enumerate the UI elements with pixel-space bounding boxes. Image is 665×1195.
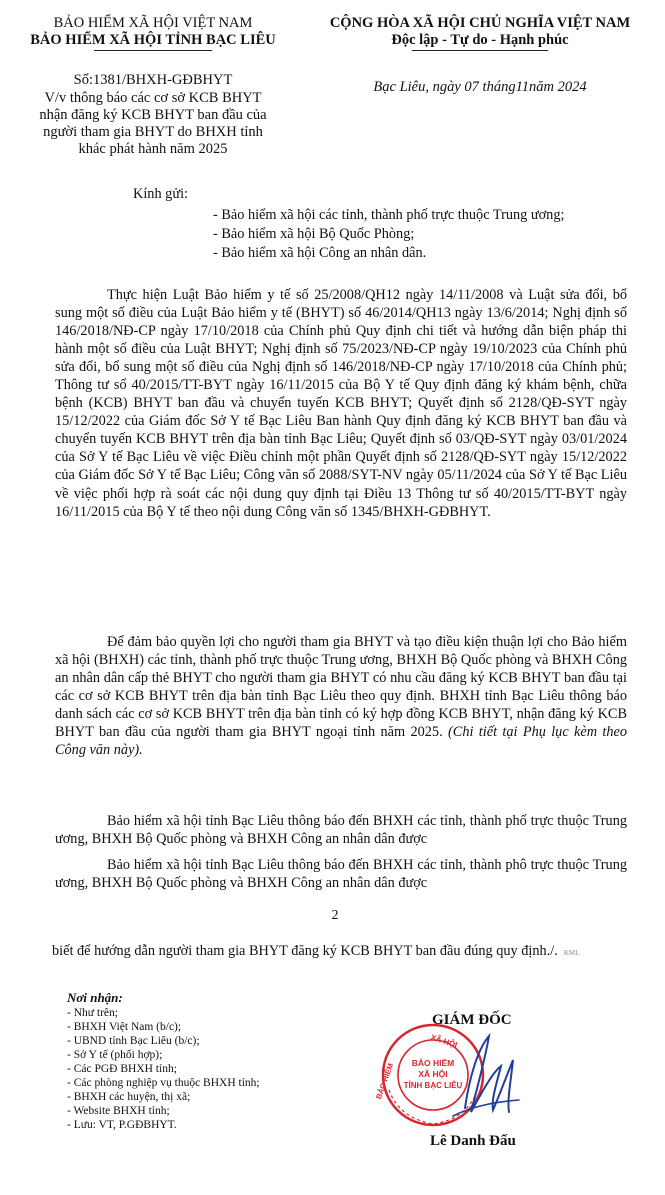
agency-underline xyxy=(94,50,212,51)
motto-underline xyxy=(412,50,548,51)
svg-text:XÃ HỘI: XÃ HỘI xyxy=(418,1069,448,1079)
svg-text:BẢO HIỂM: BẢO HIỂM xyxy=(411,1058,455,1068)
svg-text:TỈNH BẠC LIÊU: TỈNH BẠC LIÊU xyxy=(403,1081,463,1090)
recipient-item: - Các PGĐ BHXH tỉnh; xyxy=(67,1063,177,1076)
addressee-item: - Bảo hiểm xã hội Công an nhân dân. xyxy=(213,245,427,261)
paragraph-closing-text: biết để hướng dẫn người tham gia BHYT đăng ký KCB BHYT ban đầu đúng quy định./. xyxy=(52,943,558,959)
addressee-item: - Bảo hiểm xã hội các tỉnh, thành phố trực thuộc Trung ương; xyxy=(213,207,565,223)
paragraph-purpose xyxy=(55,633,627,759)
page-number: 2 xyxy=(331,908,339,923)
signer-name: Lê Danh Đấu xyxy=(430,1133,516,1149)
subject-line: khác phát hành năm 2025 xyxy=(78,141,228,157)
paragraph-notice-repeat: Bảo hiểm xã hội tỉnh Bạc Liêu thông báo đến BHXH các tỉnh, thành phô trực thuộc Trung ương, BHXH Bộ Quốc phòng và BHXH Công an nhân dân được xyxy=(55,857,627,892)
place-date: Bạc Liêu, ngày 07 tháng11năm 2024 xyxy=(373,79,587,95)
national-motto: Độc lập - Tự do - Hạnh phúc xyxy=(391,32,569,48)
signer-position: GIÁM ĐỐC xyxy=(432,1012,512,1028)
paragraph-legal-basis: Thực hiện Luật Bảo hiểm y tế số 25/2008/QH12 ngày 14/11/2008 và Luật sửa đổi, bổ sung một số điều của Luật Bảo hiểm y tế (BHYT) số 46/2014/QH13 ngày 13/6/2014; Nghị định số 146/2018/NĐ-CP ngày 17/10/2018 của Chính phủ Quy định chi tiết và hướng dẫn biện pháp thi hành một số điều của Luật BHYT; Nghị định số 75/2023/NĐ-CP ngày 19/10/2023 của Chính phủ sửa đổi, bổ sung một số điều của Nghị định số 146/2018/NĐ-CP ngày 17/10/2018 của Chính phủ; Thông tư số 40/2015/TT-BYT ngày 16/11/2015 của Bộ Y tế Quy định đăng ký khám bệnh, chữa bệnh (KCB) BHYT ban đầu và chuyển tuyến KCB BHYT; Quyết định số 2128/QĐ-SYT ngày 15/12/2022 của Giám đốc Sở Y tế Bạc Liêu Ban hành Quy định đăng ký KCB BHYT ban đầu và chuyển tuyến KCB BHYT trên địa bàn tỉnh Bạc Liêu; Quyết định số 03/QĐ-SYT ngày 03/01/2024 của Sở Y tế Bạc Liêu về việc Điều chỉnh một phần Quyết định số 2128/QĐ-SYT ngày 15/12/2022 của Giám đốc Sở Y tế Bạc Liêu; Công văn số 2088/SYT-NV ngày 05/11/2024 của Sở Y tế Bạc Liêu về việc phối hợp rà soát các nội dung quy định tại Điều 13 Thông tư số 40/2015/TT-BYT ngày 16/11/2015 của Bộ Y tế theo nội dung Công văn số 1345/BHXH-GĐBHYT. xyxy=(55,287,627,520)
recipient-item: - BHXH Việt Nam (b/c); xyxy=(67,1021,182,1034)
drafter-initials: KML xyxy=(563,949,580,957)
subject-line: V/v thông báo các cơ sở KCB BHYT xyxy=(44,90,262,106)
subject-line: người tham gia BHYT do BHXH tỉnh xyxy=(43,124,263,140)
subject xyxy=(28,90,278,158)
recipient-item: - Sở Y tế (phối hợp); xyxy=(67,1049,163,1062)
handwritten-signature xyxy=(453,1036,519,1116)
paragraph-closing xyxy=(52,942,628,962)
recipient-item: - Các phòng nghiệp vụ thuộc BHXH tỉnh; xyxy=(67,1077,260,1090)
subject-line: nhận đăng ký KCB BHYT ban đầu của xyxy=(39,107,267,123)
recipient-item: - Như trên; xyxy=(67,1007,118,1019)
svg-text:XÃ HỘI: XÃ HỘI xyxy=(429,1032,459,1050)
addressee-item: - Bảo hiểm xã hội Bộ Quốc Phòng; xyxy=(213,226,415,242)
recipient-item: - Lưu: VT, P.GĐBHYT. xyxy=(67,1119,177,1132)
agency-parent: BẢO HIỂM XÃ HỘI VIỆT NAM xyxy=(53,15,253,31)
recipients-list xyxy=(67,1006,267,1132)
recipient-item: - Website BHXH tỉnh; xyxy=(67,1105,170,1118)
paragraph-notice: Bảo hiểm xã hội tỉnh Bạc Liêu thông báo đến BHXH các tỉnh, thành phố trực thuộc Trung ương, BHXH Bộ Quốc phòng và BHXH Công an nhân dân được xyxy=(55,813,627,848)
official-seal xyxy=(373,1020,523,1130)
recipient-item: - UBND tỉnh Bạc Liêu (b/c); xyxy=(67,1035,200,1048)
addressee-list xyxy=(213,206,564,263)
country-name: CỘNG HÒA XÃ HỘI CHỦ NGHĨA VIỆT NAM xyxy=(329,15,631,31)
paragraph-purpose-text: Để đảm bảo quyền lợi cho người tham gia BHYT và tạo điều kiện thuận lợi cho Bảo hiểm xã hội (BHXH) các tỉnh, thành phố trực thuộc Trung ương, BHXH Bộ Quốc phòng và BHXH Công an nhân dân cấp thẻ BHYT cho người tham gia BHYT có nhu cầu đăng ký KCB BHYT ban đầu tại các cơ sở KCB BHYT trên địa bàn tỉnh Bạc Liêu theo quy định. BHXH tỉnh Bạc Liêu thông báo danh sách các cơ sở KCB BHYT trên địa bàn tỉnh có ký hợp đồng KCB BHYT, nhận đăng ký KCB BHYT ban đầu của người tham gia BHYT ngoại tỉnh năm 2025. xyxy=(55,634,627,741)
recipients-title: Nơi nhận: xyxy=(67,990,123,1005)
agency-name: BẢO HIỂM XÃ HỘI TỈNH BẠC LIÊU xyxy=(30,32,276,48)
appendix-note: (Chi tiết tại Phụ lục kèm theo Công văn này). xyxy=(55,724,628,759)
document-number: Số:1381/BHXH-GĐBHYT xyxy=(73,72,233,88)
svg-text:BẢO HIỂM: BẢO HIỂM xyxy=(374,1061,396,1101)
greeting: Kính gửi: xyxy=(133,186,189,202)
recipient-item: - BHXH các huyện, thị xã; xyxy=(67,1091,191,1104)
